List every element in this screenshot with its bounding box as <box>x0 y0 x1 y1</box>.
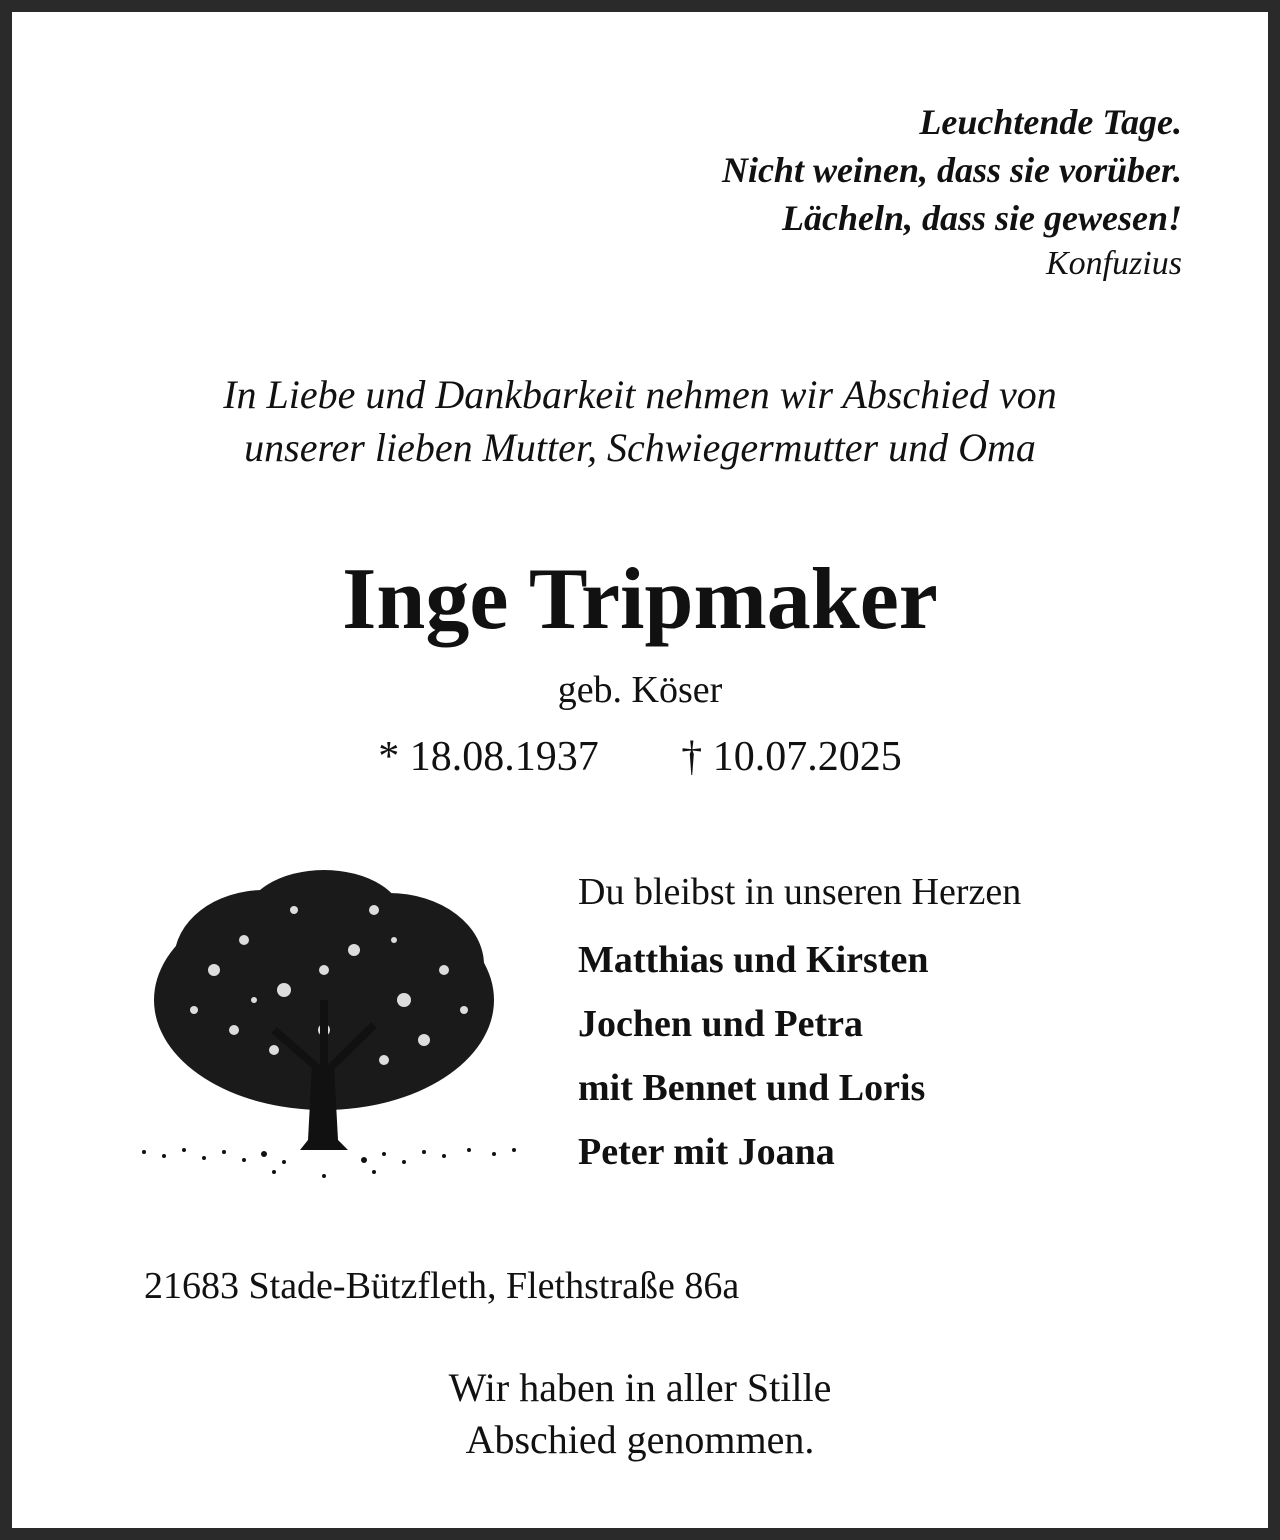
closing-line: Abschied genommen. <box>465 1417 815 1462</box>
maiden-name: geb. Köser <box>557 669 723 711</box>
closing-text <box>12 1362 1268 1466</box>
intro-line: unserer lieben Mutter, Schwiegermutter und Oma <box>244 425 1036 470</box>
birth-date: * 18.08.1937 <box>378 734 599 780</box>
deceased-name: Inge Tripmaker <box>342 551 938 648</box>
quote-line: Lächeln, dass sie gewesen! <box>782 198 1182 238</box>
quote-author: Konfuzius <box>1045 245 1182 282</box>
death-date: † 10.07.2025 <box>681 734 902 780</box>
quote-line: Nicht weinen, dass sie vorüber. <box>721 150 1182 190</box>
life-dates <box>12 730 1268 784</box>
intro-line: In Liebe und Dankbarkeit nehmen wir Abschied von <box>223 372 1057 417</box>
tree-icon <box>124 850 524 1190</box>
mourner-name: Peter mit Joana <box>578 1131 835 1173</box>
quote-line: Leuchtende Tage. <box>919 102 1182 142</box>
intro-text <box>12 368 1268 474</box>
obituary-notice <box>12 12 1268 1528</box>
mourner-name: Matthias und Kirsten <box>578 939 929 981</box>
mourners-motto: Du bleibst in unseren Herzen <box>578 871 1022 913</box>
mourners-block <box>578 864 1021 1184</box>
mourner-name: mit Bennet und Loris <box>578 1067 926 1109</box>
address: 21683 Stade-Bützfleth, Flethstraße 86a <box>144 1265 740 1307</box>
mourner-name: Jochen und Petra <box>578 1003 863 1045</box>
closing-line: Wir haben in aller Stille <box>448 1365 832 1410</box>
quote-block <box>722 98 1182 286</box>
